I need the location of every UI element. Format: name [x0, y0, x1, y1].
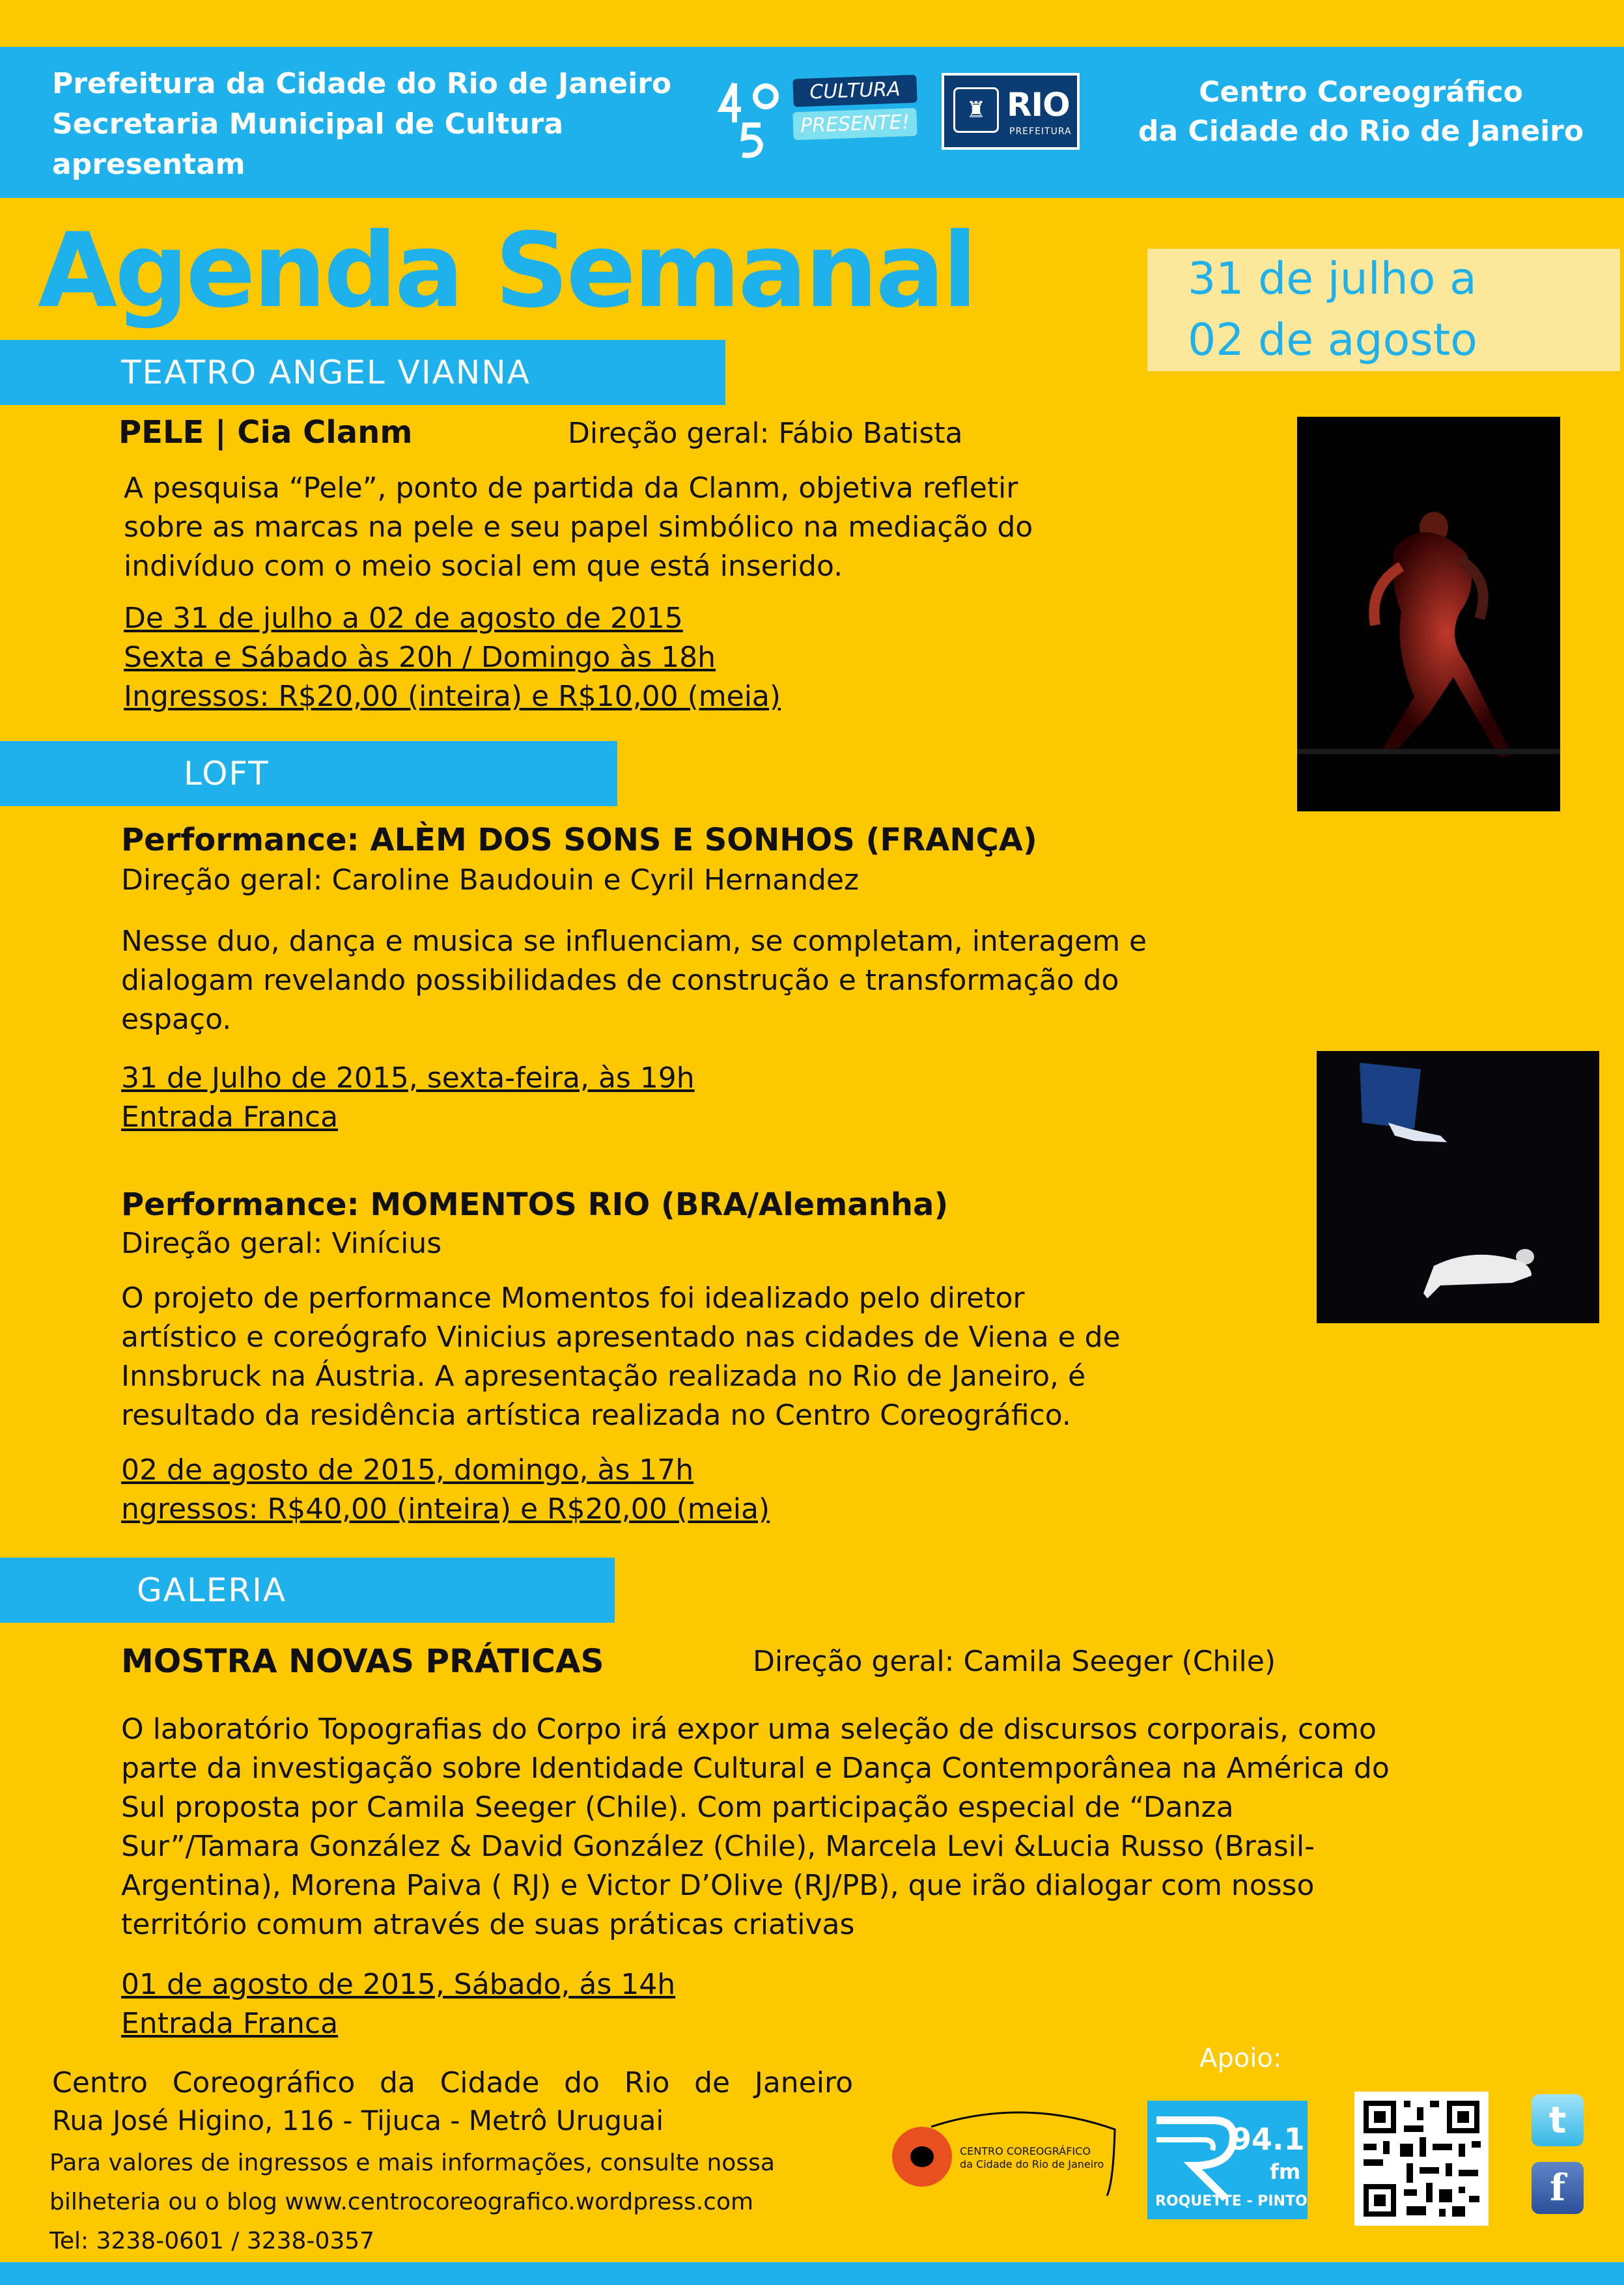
- performance-2-director: Direção geral: Vinícius: [121, 1227, 442, 1260]
- cc-logo-line: da Cidade do Rio de Janeiro: [960, 2158, 1104, 2170]
- description-line: artístico e coreógrafo Vinicius apresentado nas cidades de Viena e de: [121, 1321, 1121, 1354]
- bottom-band: [0, 2262, 1624, 2285]
- info-line: 02 de agosto de 2015, domingo, às 17h: [121, 1453, 694, 1487]
- cultura-label: CULTURA: [792, 75, 917, 107]
- date-line: 31 de julho a: [1188, 253, 1477, 305]
- qr-code[interactable]: [1354, 2092, 1489, 2226]
- show-title: PELE | Cia Clanm: [119, 414, 413, 451]
- exhibition-description: [121, 1710, 1567, 1944]
- description-line: Argentina), Morena Paiva ( RJ) e Victor D’Olive (RJ/PB), que irão dialogar com nosso: [121, 1869, 1315, 1902]
- rio-crest-icon: ♜: [953, 87, 999, 133]
- description-line: A pesquisa “Pele”, ponto de partida da Clanm, objetiva refletir: [124, 471, 1018, 505]
- pele-dance-photo: [1297, 417, 1560, 811]
- cc-logo-text: [960, 2145, 1104, 2171]
- info-line: 31 de Julho de 2015, sexta-feira, às 19h: [121, 1061, 695, 1095]
- info-line: Para valores de ingressos e mais informações, consulte nossa: [49, 2150, 775, 2176]
- show-info: [124, 599, 781, 716]
- footer-info: [49, 2144, 775, 2261]
- radio-roquette-pinto-logo: [1147, 2101, 1308, 2219]
- performance-2-info: [121, 1451, 770, 1529]
- exhibition-title: MOSTRA NOVAS PRÁTICAS: [121, 1642, 604, 1680]
- info-line: Entrada Franca: [121, 1100, 339, 1134]
- section-teatro-angel-vianna: TEATRO ANGEL VIANNA: [0, 340, 725, 405]
- rio-sub: PREFEITURA: [1009, 126, 1072, 137]
- show-description: [124, 469, 1185, 586]
- radio-frequency: 94.1: [1231, 2122, 1305, 2157]
- performance-1-title: Performance: ALÈM DOS SONS E SONHOS (FRANÇA): [121, 822, 1037, 858]
- facebook-icon[interactable]: f: [1532, 2162, 1584, 2214]
- blog-line[interactable]: bilheteria ou o blog www.centrocoreografico.wordpress.com: [49, 2189, 754, 2215]
- description-line: Sul proposta por Camila Seeger (Chile). Com participação especial de “Danza: [121, 1791, 1234, 1824]
- description-line: parte da investigação sobre Identidade Cultural e Dança Contemporânea na América do: [121, 1752, 1390, 1785]
- director: Direção geral: Fábio Batista: [568, 417, 963, 450]
- centro-coreografico-logo: [892, 2103, 1127, 2201]
- radio-fm: fm: [1270, 2159, 1301, 2184]
- description-line: Sur”/Tamara González & David González (Chile), Marcela Levi &Lucia Russo (Brasil-: [121, 1830, 1315, 1863]
- center-line: Centro Coreográfico: [1199, 76, 1523, 109]
- presenter-line: Prefeitura da Cidade do Rio de Janeiro: [52, 67, 672, 100]
- exhibition-info: [121, 1965, 675, 2043]
- phone-line: Tel: 3238-0601 / 3238-0357: [49, 2228, 375, 2254]
- date-line: 02 de agosto: [1188, 315, 1477, 366]
- cc-logo-line: CENTRO COREOGRÁFICO: [960, 2145, 1091, 2157]
- date-range: [1147, 249, 1620, 371]
- info-line: Ingressos: R$20,00 (inteira) e R$10,00 (meia): [124, 680, 781, 713]
- info-line: ngressos: R$40,00 (inteira) e R$20,00 (meia): [121, 1493, 770, 1526]
- presente-label: PRESENTE!: [792, 108, 917, 141]
- presenters: [52, 64, 671, 185]
- description-line: sobre as marcas na pele e seu papel simbólico na mediação do: [124, 511, 1033, 544]
- description-line: espaço.: [121, 1003, 232, 1036]
- page-title: Agenda Semanal: [38, 211, 975, 331]
- description-line: indivíduo com o meio social em que está inserido.: [124, 550, 843, 583]
- section-loft: LOFT: [0, 741, 617, 806]
- performance-2-title: Performance: MOMENTOS RIO (BRA/Alemanha): [121, 1186, 949, 1223]
- description-line: Innsbruck na Áustria. A apresentação realizada no Rio de Janeiro, é: [121, 1360, 1086, 1393]
- center-line: da Cidade do Rio de Janeiro: [1138, 115, 1584, 148]
- performance-1-description: [121, 922, 1276, 1039]
- rio-word: RIO: [1007, 86, 1070, 124]
- presenter-line: apresentam: [52, 148, 245, 181]
- description-line: Nesse duo, dança e musica se influenciam, se completam, interagem e: [121, 925, 1147, 958]
- performance-1-director: Direção geral: Caroline Baudouin e Cyril Hernandez: [121, 863, 860, 897]
- twitter-icon[interactable]: t: [1532, 2094, 1584, 2146]
- info-line: Sexta e Sábado às 20h / Domingo às 18h: [124, 641, 716, 674]
- cultura-presente-logo: [793, 77, 917, 145]
- performer-figure-icon: [1317, 1051, 1599, 1323]
- performance-1-info: [121, 1059, 695, 1137]
- footer-address: Rua José Higino, 116 - Tijuca - Metrô Uruguai: [52, 2105, 664, 2137]
- section-galeria: GALERIA: [0, 1558, 615, 1623]
- 40-years-logo: [715, 70, 787, 161]
- center-name: [1133, 73, 1589, 151]
- apoio-label: Apoio:: [1199, 2043, 1282, 2073]
- loft-performance-photo: [1317, 1051, 1599, 1323]
- footer-venue: Centro Coreográfico da Cidade do Rio de Janeiro: [52, 2066, 853, 2099]
- presenter-line: Secretaria Municipal de Cultura: [52, 107, 564, 141]
- info-line: 01 de agosto de 2015, Sábado, ás 14h: [121, 1968, 676, 2001]
- description-line: dialogam revelando possibilidades de construção e transformação do: [121, 964, 1119, 997]
- dancer-figure-icon: [1297, 417, 1560, 811]
- performance-2-description: [121, 1279, 1280, 1435]
- qr-code-icon: [1354, 2092, 1489, 2226]
- description-line: O projeto de performance Momentos foi idealizado pelo diretor: [121, 1282, 1025, 1315]
- info-line: De 31 de julho a 02 de agosto de 2015: [124, 602, 683, 635]
- rio-prefeitura-logo: [942, 73, 1080, 150]
- description-line: resultado da residência artística realizada no Centro Coreográfico.: [121, 1399, 1071, 1432]
- exhibition-director: Direção geral: Camila Seeger (Chile): [753, 1645, 1276, 1678]
- info-line: Entrada Franca: [121, 2007, 339, 2040]
- description-line: O laboratório Topografias do Corpo irá expor uma seleção de discursos corporais, como: [121, 1713, 1377, 1746]
- 40-logo-icon: [715, 70, 787, 161]
- radio-name: ROQUETTE - PINTO: [1155, 2193, 1308, 2209]
- description-line: território comum através de suas práticas criativas: [121, 1908, 855, 1941]
